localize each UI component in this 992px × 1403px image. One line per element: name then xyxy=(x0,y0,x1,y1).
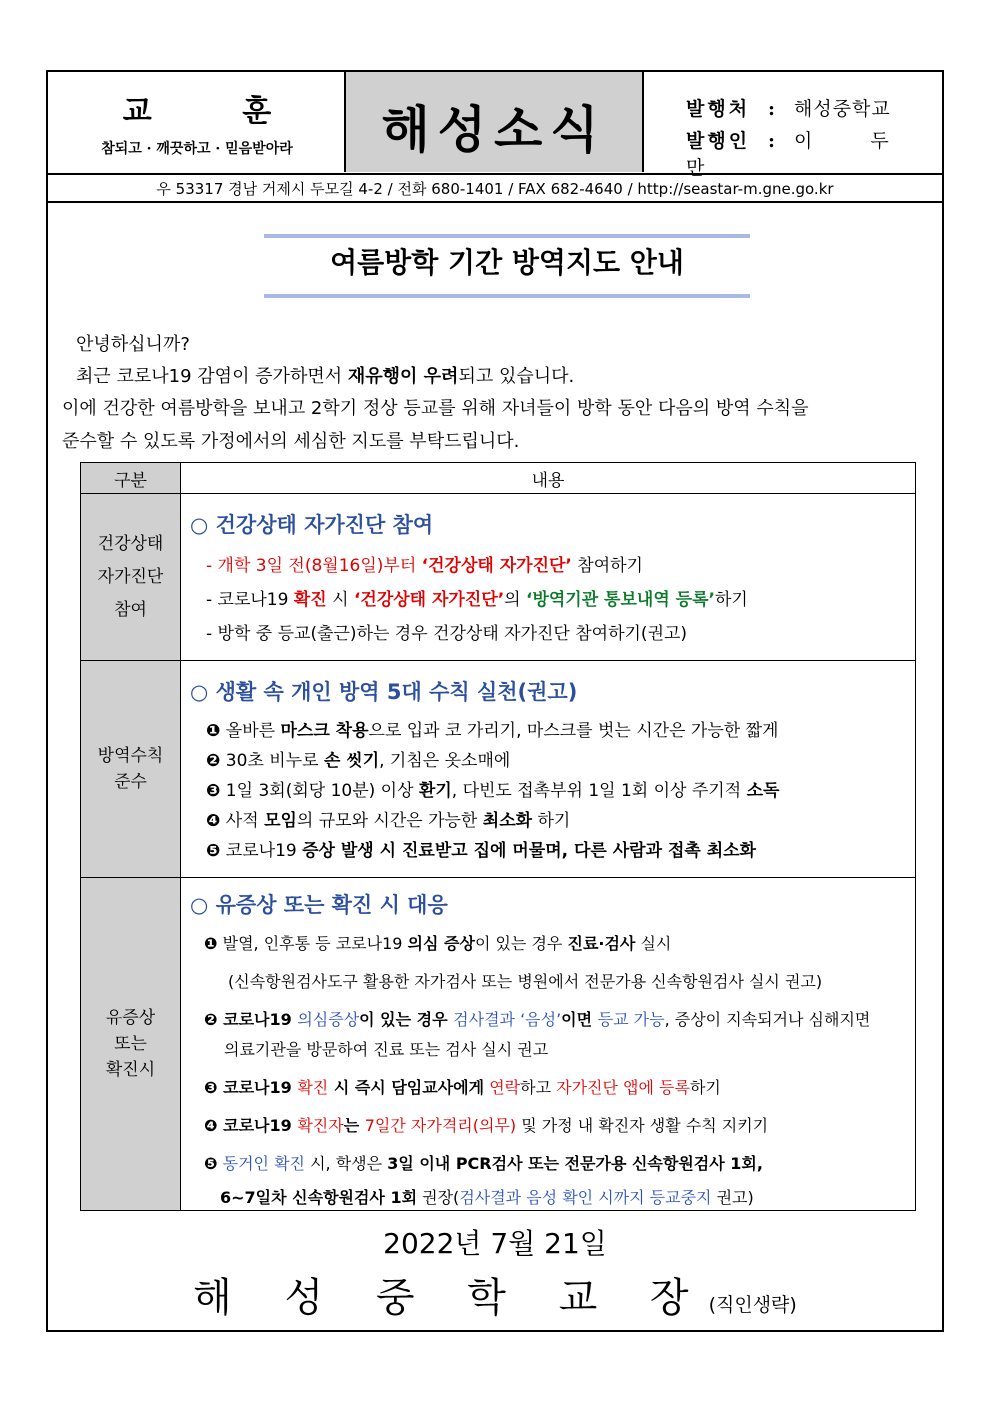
text: 으로 입과 코 가리기, 마스크를 벗는 시간은 가능한 짧게 xyxy=(368,721,779,741)
category-label: 또는 xyxy=(114,1034,147,1054)
list-item-note: (신속항원검사도구 활용한 자가검사 또는 병원에서 전문가용 신속항원검사 실시 권고) xyxy=(228,972,823,991)
number-bullet: ❷ xyxy=(206,751,221,771)
principal-title: 해 성 중 학 교 장 xyxy=(193,1275,709,1321)
text: 시, 학생은 xyxy=(305,1154,388,1173)
table-row xyxy=(81,878,916,1211)
text: 의 규모와 시간은 가능한 xyxy=(296,811,483,831)
list-item xyxy=(206,585,748,610)
motto-text: 참되고 · 깨끗하고 · 믿음받아라 xyxy=(101,141,293,157)
category-symptoms-confirmed xyxy=(81,878,181,1211)
category-label: 준수 xyxy=(114,772,147,792)
intro-line-4: 준수할 수 있도록 가정에서의 세심한 지도를 부탁드립니다. xyxy=(62,431,520,452)
text-red: - 개학 3일 전(8월16일)부터 xyxy=(206,556,422,576)
list-item: - 방학 중 등교(출근)하는 경우 건강상태 자가진단 참여하기(권고) xyxy=(206,624,688,644)
masthead xyxy=(48,72,942,179)
text-bold: 코로나19 xyxy=(217,1116,298,1135)
text-red-bold: ‘건강상태 자가진단’ xyxy=(421,556,572,576)
list-item xyxy=(206,551,643,576)
text-bold: 최소화 xyxy=(482,811,533,831)
text: 30초 비누로 xyxy=(220,751,324,771)
text: 코로나19 xyxy=(220,841,303,861)
list-item xyxy=(206,806,570,831)
category-self-diagnosis xyxy=(81,494,181,661)
text-red: 연락 xyxy=(489,1078,521,1097)
text: 참여하기 xyxy=(571,556,643,576)
publisher-label: 발행처 xyxy=(686,98,751,120)
intro-line-3: 이에 건강한 여름방학을 보내고 2학기 정상 등교를 위해 자녀들이 방학 동안 다음의 방역 수칙을 xyxy=(62,398,809,419)
list-item xyxy=(206,716,778,741)
category-label: 자가진단 xyxy=(97,566,164,587)
text-bold: 시 즉시 xyxy=(328,1078,392,1097)
notice-title-box xyxy=(264,234,750,298)
text-bold: 3일 이내 PCR검사 또는 전문가용 신속항원검사 1회, xyxy=(387,1154,763,1173)
col-header-category: 구분 xyxy=(81,463,181,494)
guidance-table xyxy=(80,462,916,1211)
category-label: 확진시 xyxy=(105,1060,156,1080)
list-item xyxy=(206,746,510,771)
text: 및 가정 내 확진자 생활 수칙 지키기 xyxy=(516,1116,769,1135)
text: 하기 xyxy=(689,1078,721,1097)
text: , 다빈도 접촉부위 1일 1회 이상 주기적 xyxy=(451,781,747,801)
issuer-label: 발행인 xyxy=(686,130,751,152)
number-bullet: ❺ xyxy=(206,841,221,861)
list-item xyxy=(204,1075,721,1098)
text: 시 xyxy=(326,590,354,610)
text-bold: 진료·검사 xyxy=(567,934,636,953)
text: 올바른 xyxy=(220,721,281,741)
list-item xyxy=(204,1151,763,1174)
text: 권장( xyxy=(417,1188,460,1207)
number-bullet: ❹ xyxy=(206,811,221,831)
text-bold: 의심 증상 xyxy=(407,934,475,953)
text: 권고) xyxy=(711,1188,754,1207)
category-quarantine-rules xyxy=(81,661,181,878)
number-bullet: ❸ xyxy=(204,1078,218,1097)
intro-line-2 xyxy=(76,362,574,388)
motto-box xyxy=(48,72,346,172)
issue-date: 2022년 7월 21일 xyxy=(383,1227,607,1260)
category-label: 건강상태 xyxy=(97,533,164,554)
principal-signature xyxy=(48,1266,942,1323)
list-item xyxy=(204,1007,870,1030)
text: , 기침은 옷소매에 xyxy=(379,751,511,771)
content-self-diagnosis xyxy=(181,494,916,661)
intro-text: 되고 있습니다. xyxy=(458,366,575,387)
section-heading: ○ 유증상 또는 확진 시 대응 xyxy=(190,893,448,917)
category-label: 참여 xyxy=(114,599,147,620)
content-symptoms-confirmed xyxy=(181,878,916,1211)
number-bullet: ❶ xyxy=(204,934,218,953)
text-blue: 검사결과 ‘음성’ xyxy=(453,1010,562,1029)
seal-omitted-note: (직인생략) xyxy=(708,1294,797,1316)
text-red: 7일간 자가격리(의무) xyxy=(364,1116,517,1135)
text-bold: 증상 발생 시 진료받고 집에 머물며, 다른 사람과 접촉 최소화 xyxy=(302,841,756,861)
text: 발열, 인후통 등 코로나19 xyxy=(217,934,408,953)
text-bold: 이 있는 경우 xyxy=(359,1010,454,1029)
motto-title: 교 훈 xyxy=(122,94,312,129)
text: - 코로나19 xyxy=(206,590,294,610)
newsletter-title: 해성소식 xyxy=(381,100,607,159)
list-item-note xyxy=(220,1185,754,1208)
list-item xyxy=(204,1113,768,1136)
number-bullet: ❷ xyxy=(204,1010,218,1029)
table-row xyxy=(81,494,916,661)
col-header-content: 내용 xyxy=(181,463,916,494)
list-item-note: 의료기관을 방문하여 진료 또는 검사 실시 권고 xyxy=(224,1040,549,1059)
text-red-bold: 확진 xyxy=(293,590,327,610)
text: , 증상이 지속되거나 심해지면 xyxy=(664,1010,871,1029)
number-bullet: ❺ xyxy=(204,1154,218,1173)
text-bold: 마스크 착용 xyxy=(280,721,369,741)
issuer-colon: : xyxy=(768,130,776,152)
text-bold: 손 씻기 xyxy=(323,751,380,771)
text-blue: 동거인 확진 xyxy=(222,1154,306,1173)
notice-title: 여름방학 기간 방역지도 안내 xyxy=(330,246,684,279)
issuer-row xyxy=(686,126,942,180)
text-red: 확진자 xyxy=(297,1116,344,1135)
text-bold: 코로나19 xyxy=(217,1010,298,1029)
text: 실시 xyxy=(635,934,672,953)
text-green-bold: ‘방역기관 통보내역 등록’ xyxy=(525,590,715,610)
list-item xyxy=(204,931,671,954)
text-bold: 담임교사에게 xyxy=(391,1078,485,1097)
issuer-value: 이 두 만 xyxy=(686,130,915,179)
list-item xyxy=(206,776,779,801)
text: 하기 xyxy=(532,811,571,831)
table-row xyxy=(81,661,916,878)
number-bullet: ❶ xyxy=(206,721,221,741)
text-bold: 6~7일차 신속항원검사 1회 xyxy=(220,1188,418,1207)
text-blue: 의심증상 xyxy=(297,1010,360,1029)
number-bullet: ❹ xyxy=(204,1116,218,1135)
text: 사적 xyxy=(220,811,265,831)
intro-greeting: 안녕하십니까? xyxy=(76,334,190,355)
section-heading: ○ 건강상태 자가진단 참여 xyxy=(190,513,434,537)
text-bold: 이면 xyxy=(561,1010,598,1029)
text: 하기 xyxy=(714,590,748,610)
text: 1일 3회(회당 10분) 이상 xyxy=(220,781,419,801)
newsletter-frame xyxy=(46,70,944,1332)
content-quarantine-rules xyxy=(181,661,916,878)
text-bold: 소독 xyxy=(746,781,780,801)
text-bold: 환기 xyxy=(418,781,452,801)
text-bold: 모임 xyxy=(264,811,297,831)
text-blue: 검사결과 음성 확인 시까지 등교중지 xyxy=(459,1188,712,1207)
number-bullet: ❸ xyxy=(206,781,221,801)
text: 이 있는 경우 xyxy=(474,934,568,953)
text-bold: 는 xyxy=(343,1116,365,1135)
text-bold: 코로나19 xyxy=(217,1078,298,1097)
table-header-row xyxy=(81,463,916,494)
category-label: 유증상 xyxy=(105,1008,156,1028)
newsletter-title-box xyxy=(346,72,644,172)
school-address: 우 53317 경남 거제시 두모길 4-2 / 전화 680-1401 / FAX 682-4640 / http://seastar-m.gne.go.kr xyxy=(48,175,942,203)
text-red-bold: ‘건강상태 자가진단’ xyxy=(353,590,505,610)
publisher-box xyxy=(644,72,942,179)
text-red: 확진 xyxy=(297,1078,329,1097)
category-label: 방역수칙 xyxy=(97,746,164,766)
text-blue: 등교 가능 xyxy=(597,1010,665,1029)
list-item xyxy=(206,836,756,861)
publisher-value: 해성중학교 xyxy=(794,98,891,120)
text: 의 xyxy=(504,590,526,610)
intro-emphasis: 재유행이 우려 xyxy=(347,366,459,387)
section-heading: ○ 생활 속 개인 방역 5대 수칙 실천(권고) xyxy=(190,680,578,704)
intro-text: 최근 코로나19 감염이 증가하면서 xyxy=(76,366,348,387)
text-red: 자가진단 앱에 등록 xyxy=(556,1078,690,1097)
publisher-row xyxy=(686,94,891,121)
text: 하고 xyxy=(520,1078,557,1097)
publisher-colon: : xyxy=(768,98,776,120)
